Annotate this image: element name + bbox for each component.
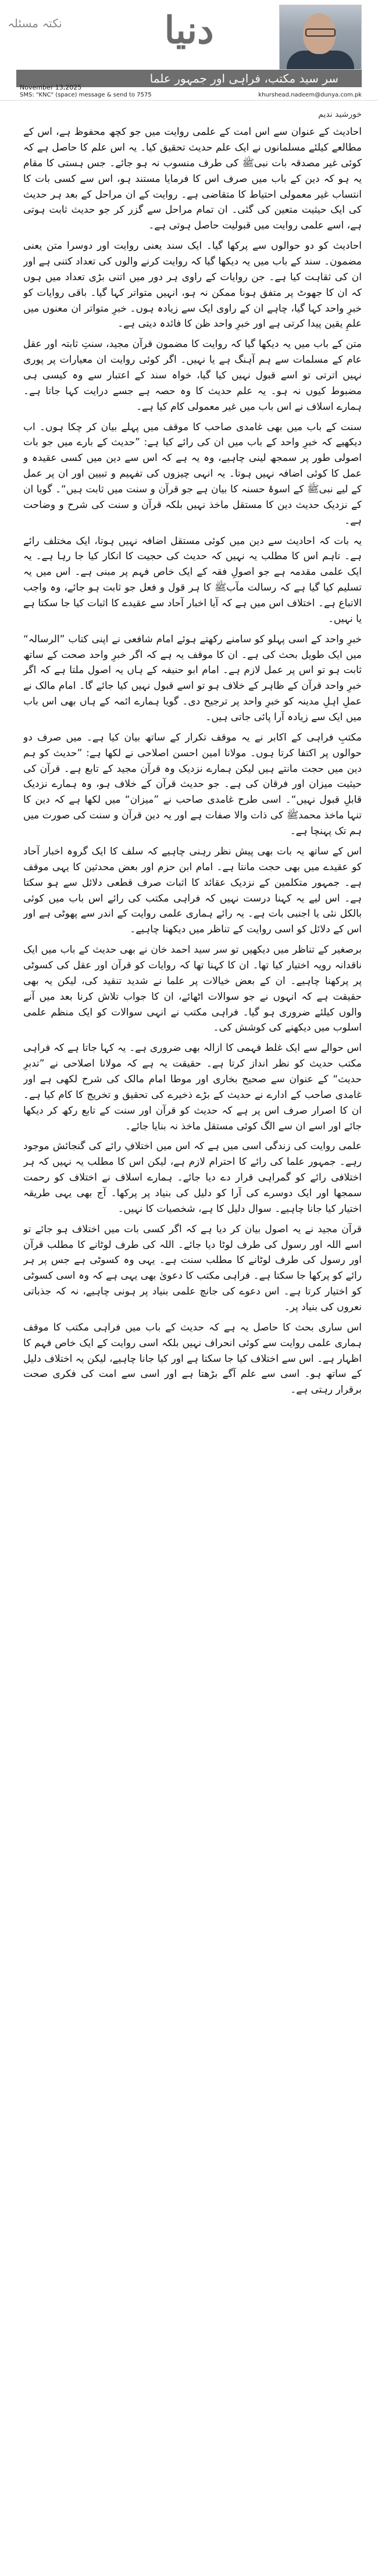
article-paragraph: علمی روایت کی زندگی اسی میں ہے کہ اس میں اختلافِ رائے کی گنجائش موجود رہے۔ جمہور علما کی رائے کا احترام لازم ہے، لیکن اس کا مطلب یہ نہیں کہ ہر اختلافی رائے کو گمراہی قرار دے دیا جائے۔ ہمارے اسلاف نے اختلاف کو رحمت سمجھا اور ایک دوسرے کی آرا کو دلیل کی بنیاد پر پرکھا۔ آج بھی یہی طریقہ اختیار کیا جانا چاہیے۔ سوال دلیل کا ہے، شخصیات کا نہیں۔ — [23, 1140, 362, 1215]
article-paragraph: اس حوالے سے ایک غلط فہمی کا ازالہ بھی ضروری ہے۔ یہ کہا جاتا ہے کہ فراہی مکتب حدیث کو نظر انداز کرتا ہے۔ حقیقت یہ ہے کہ مولانا اصلاحی نے ”تدبرِ حدیث“ کے عنوان سے صحیح بخاری اور موطا امام مالک کی شرح لکھی ہے اور غامدی صاحب کے ادارے نے حدیث کے بڑے ذخیرے کی تحقیق و تخریج کا کام کیا ہے۔ ان کا اصرار صرف اس پر ہے کہ حدیث کو قرآن اور سنت کے تابع رکھ کر دیکھا جائے اور اسے ان سے الگ کوئی مستقل ماخذ نہ بنایا جائے۔ — [23, 1042, 362, 1132]
article-paragraph: یہ بات کہ احادیث سے دین میں کوئی مستقل اضافہ نہیں ہوتا، ایک مختلف رائے ہے۔ تاہم اس کا مطلب یہ نہیں کہ حدیث کی حجیت کا انکار کیا جا رہا ہے۔ یہ ایک علمی مقدمہ ہے جو اصولِ فقہ کے ایک خاص فہم پر مبنی ہے۔ اس میں یہ تسلیم کیا گیا ہے کہ رسالت مآبﷺ کا ہر قول و فعل جو ثابت ہو جائے، وہ واجب الاتباع ہے۔ اختلاف اس میں ہے کہ آیا اخبار آحاد سے عقیدے کا اثبات کیا جا سکتا ہے یا نہیں۔ — [23, 535, 362, 625]
article-title: سر سید مکتب، فراہی اور جمہور علما — [16, 70, 362, 87]
article-paragraph: احادیث کے عنوان سے اس امت کے علمی روایت میں جو کچھ محفوظ ہے، اس کے مطالعے کیلئے مسلمانوں نے ایک علم حدیث تحقیق کیا۔ یہ اس علم کا حاصل ہے کہ کوئی غیر مصدقہ بات نبیﷺ کی طرف منسوب نہ ہو جائے۔ جس ہستی کا مقام یہ ہو کہ دین کے باب میں صرف اس کا فرمایا مستند ہو، اس سے کسی بات کا انتساب غیر معمولی احتیاط کا متقاضی ہے۔ روایت کے ان مراحل کے بعد ہر حدیث کی ایک حیثیت متعین کی گئی۔ ان تمام مراحل سے گزر کر جو حدیث ثابت ہوتی ہے، اسے علمی روایت میں قبولیت حاصل ہوتی ہے۔ — [23, 126, 362, 232]
article-paragraph: اس ساری بحث کا حاصل یہ ہے کہ حدیث کے باب میں فراہی مکتب کا موقف ہماری علمی روایت سے کوئی انحراف نہیں بلکہ اسی روایت کے ایک خاص فہم کا اظہار ہے۔ اس سے اختلاف کیا جا سکتا ہے اور کیا جانا چاہیے، لیکن یہ اختلاف دلیل کے ساتھ ہو۔ اسی سے علم آگے بڑھتا ہے اور اسی سے امت کی فکری صحت برقرار رہتی ہے۔ — [23, 1321, 362, 1396]
article-paragraph: سنت کے باب میں بھی غامدی صاحب کا موقف میں پہلے بیان کر چکا ہوں۔ اب دیکھیے کہ خبرِ واحد کے باب میں ان کی رائے کیا ہے: ”حدیث کے بارے میں جو بات اصولی طور پر سمجھ لینی چاہیے، وہ یہ ہے کہ اس سے دین میں کسی عقیدہ و عمل کا کوئی اضافہ نہیں ہوتا۔ یہ انہی چیزوں کی تفہیم و تبیین اور ان پر عمل کے لیے نبیﷺ کے اسوۂ حسنہ کا بیان ہے جو قرآن و سنت میں ثابت ہیں“۔ گویا ان کے نزدیک حدیث دین کا مستقل ماخذ نہیں بلکہ قرآن و سنت کی شرح و وضاحت ہے۔ — [23, 421, 362, 527]
dunya-logo: دنیا — [164, 9, 214, 52]
article-paragraph: خبرِ واحد کے اسی پہلو کو سامنے رکھتے ہوئے امام شافعی نے اپنی کتاب ”الرسالہ“ میں ایک طویل بحث کی ہے۔ ان کا موقف یہ ہے کہ اگر خبرِ واحد صحت کے ساتھ ثابت ہو تو اس پر عمل لازم ہے۔ امام ابو حنیفہ کے ہاں یہ اصول ملتا ہے کہ اگر خبرِ واحد قرآن کے ظاہر کے خلاف ہو تو اسے قبول نہیں کیا جائے گا۔ امام مالک نے عملِ اہلِ مدینہ کو خبرِ واحد پر ترجیح دی۔ گویا ہمارے ائمہ کے ہاں بھی اس باب میں ایک سے زیادہ آرا پائی جاتی ہیں۔ — [23, 633, 362, 724]
article-body — [23, 108, 362, 2573]
article-paragraph: برصغیر کے تناظر میں دیکھیں تو سر سید احمد خان نے بھی حدیث کے باب میں ایک ناقدانہ رویہ اختیار کیا تھا۔ ان کا کہنا تھا کہ روایات کو قرآن اور عقل کی کسوٹی پر پرکھنا چاہیے۔ ان کے بعض خیالات پر علما نے شدید تنقید کی، لیکن یہ بھی حقیقت ہے کہ انہوں نے جو سوالات اٹھائے، ان کا جواب تلاش کرنا بعد میں آنے والوں کیلئے ضروری ہو گیا۔ فراہی مکتب نے انہی سوالات کو ایک منظم علمی اسلوب میں دیکھنے کی کوشش کی۔ — [23, 944, 362, 1034]
sms-instructions: SMS: "KNC" (space) message & send to 7575 — [20, 92, 152, 98]
article-paragraph: مکتبِ فراہی کے اکابر نے یہ موقف تکرار کے ساتھ بیان کیا ہے۔ میں صرف دو حوالوں پر اکتفا کرتا ہوں۔ مولانا امین احسن اصلاحی نے لکھا ہے: ”حدیث کو ہم دین میں حجت مانتے ہیں لیکن ہمارے نزدیک وہ قرآن مجید کے تابع ہے۔ قرآن کی حیثیت میزان اور فرقان کی ہے۔ جو حدیث قرآن کے خلاف ہو، وہ ہمارے نزدیک قابلِ قبول نہیں“۔ اسی طرح غامدی صاحب نے ”میزان“ میں لکھا ہے کہ دین کا تنہا ماخذ محمدﷺ کی ذات والا صفات ہے اور یہ دین قرآن و سنت کی صورت میں ہم تک پہنچا ہے۔ — [23, 731, 362, 838]
publish-date: November 13,2025 — [20, 84, 82, 91]
author-photo — [279, 5, 362, 70]
column-badge: نکتہ مسئلہ — [8, 16, 62, 30]
author-email: khurshead.nadeem@dunya.com.pk — [258, 92, 362, 98]
article-paragraph: متن کے باب میں یہ دیکھا گیا کہ روایت کا مضمون قرآن مجید، سنتِ ثابتہ اور عقل عام کے مسلمات سے ہم آہنگ ہے یا نہیں۔ اگر کوئی روایت ان معیارات پر پوری نہیں اترتی تو اسے قبول نہیں کیا گیا، خواہ سند کے اعتبار سے وہ کیسی ہی مضبوط کیوں نہ ہو۔ یہ علم حدیث کا وہ حصہ ہے جسے درایت کہا جاتا ہے۔ ہمارے اسلاف نے اس باب میں غیر معمولی کام کیا ہے۔ — [23, 338, 362, 413]
article-paragraph: قرآن مجید نے یہ اصول بیان کر دیا ہے کہ اگر کسی بات میں اختلاف ہو جائے تو اسے اللہ اور رسول کی طرف لوٹا دیا جائے۔ اللہ کی طرف لوٹانے کا مطلب قرآن اور رسول کی طرف لوٹانے کا مطلب سنت ہے۔ یہی وہ کسوٹی ہے جس پر ہر رائے کو پرکھا جا سکتا ہے۔ فراہی مکتب کا دعویٰ بھی یہی ہے کہ وہ اسی کسوٹی کو اختیار کرتا ہے۔ اس دعوے کی جانچ علمی بنیاد پر ہونی چاہیے، نہ کہ جذباتی نعروں کی بنیاد پر۔ — [23, 1223, 362, 1313]
article-paragraph: احادیث کو دو حوالوں سے پرکھا گیا۔ ایک سند یعنی روایت اور دوسرا متن یعنی مضمون۔ سند کے باب میں یہ دیکھا گیا کہ روایت کرنے والوں کی تعداد کتنی ہے اور ان کی ثقاہت کیا ہے۔ جن روایات کے راوی ہر دور میں اتنی بڑی تعداد میں ہوں کہ ان کا جھوٹ پر متفق ہونا ممکن نہ ہو، انہیں متواتر کہا گیا۔ باقی روایات کو خبرِ واحد کہا گیا، چاہے ان کے راوی ایک سے زیادہ ہوں۔ خبرِ متواتر ان معنوں میں علمِ یقین پیدا کرتی ہے اور خبرِ واحد ظن کا فائدہ دیتی ہے۔ — [23, 240, 362, 330]
author-name: خورشید ندیم — [318, 110, 362, 119]
article-paragraph: اس کے ساتھ یہ بات بھی پیش نظر رہنی چاہیے کہ سلف کا ایک گروہ اخبار آحاد کو عقیدے میں بھی حجت مانتا ہے۔ امام ابن حزم اور بعض محدثین کا یہی موقف ہے۔ جمہور متکلمین کے نزدیک عقائد کا اثبات صرف قطعی دلائل سے ہو سکتا ہے۔ اس لیے یہ کہنا درست نہیں کہ فراہی مکتب کی رائے اس باب میں کوئی بالکل نئی یا اجنبی بات ہے۔ یہ رائے ہماری علمی روایت کے اندر سے پھوٹی ہے اور اس کے دلائل کو اسی روایت کے تناظر میں دیکھنا چاہیے۔ — [23, 845, 362, 936]
column-header — [0, 0, 378, 101]
author-photo-glasses — [305, 28, 336, 37]
